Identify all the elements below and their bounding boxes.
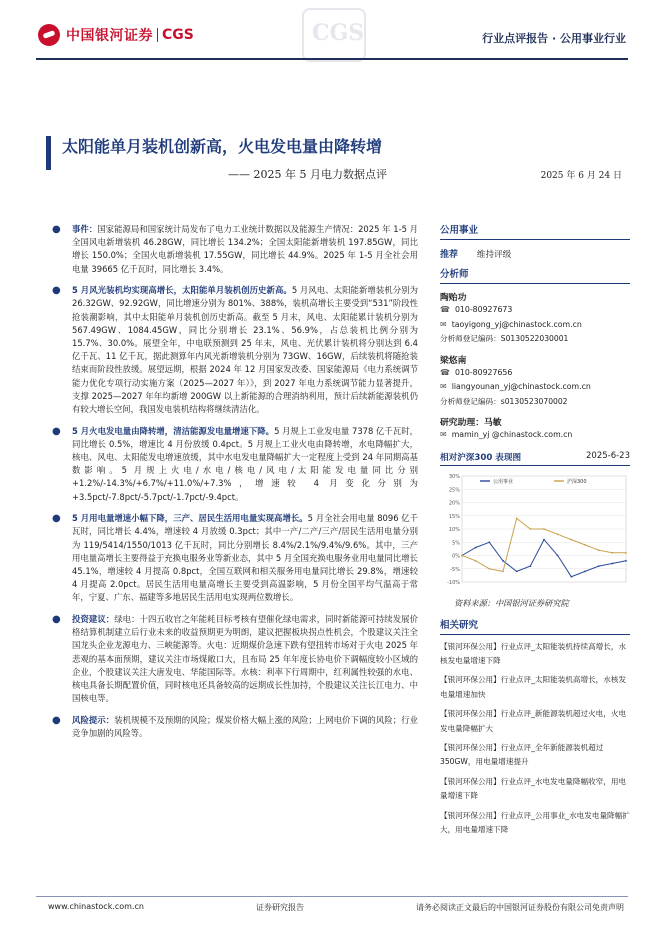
analyst-phone [440, 303, 630, 318]
analyst-cert: 分析师登记编码：s0130523070002 [440, 396, 568, 406]
chart-point [570, 538, 572, 540]
bullet-installed-capacity [52, 284, 418, 416]
related-header: 相关研究 [440, 617, 630, 635]
bullet-text: 5 月风电、太阳能新增装机分别为 26.32GW、92.92GW，同比增速分别为 801%、388%，装机高增长主要受到“531”阶段性抢装潮影响，其中太阳能单月装机创历史新高。截至 5 月末，风电、太阳能累计装机分别为 567.49GW、1084.45GW，同比分别增长 23.1%、56.9%，占总装机比例分别为 15.7%、30.0%。展望全年，中电联预测到 25 年末，风电、光伏累计装机将分别达到 6.4 亿千瓦、11 亿千瓦，据此测算年内风光新增装机分别为 73GW、16GW，后续装机将随抢装结束而阶段性放缓。展望远期，根据 2024 年 12 月国家发改委、国家能源局《电力系统调节能力优化专项行动实施方案（2025—2027 年）》，到 2027 年电力系统调节能力显著提升，支撑 2025—2027 年年均新增 200GW 以上新能源的合理消纳利用，预计后续新能源装机仍有较大增长空间，我国发电装机结构将继续清洁化。 [72, 285, 418, 415]
chart-y-tick-label: 10% [448, 526, 460, 533]
phone-icon: ☎ [440, 367, 450, 377]
page-title: 太阳能单月装机创新高，火电发电量由降转增 [62, 137, 383, 156]
chart-header [440, 451, 630, 466]
chart-point [543, 528, 545, 530]
logo-text: 中国银河证券 [66, 28, 153, 44]
chart-title: 相对沪深300 表现图 [440, 452, 522, 463]
page-header [0, 0, 662, 72]
bullet-text: 国家能源局和国家统计局发布了电力工业统计数据以及能源生产情况：2025 年 1-5 月全国风电新增装机 46.28GW，同比增长 134.2%；全国太阳能新增装机 197.85GW，同比增长 150.0%；全国火电新增装机 17.55GW，同比增长 44.9%。2025 年 1-5 月全社会用电量 39665 亿千瓦时，同比增长 3.4%。 [72, 224, 418, 274]
chart-point [543, 538, 545, 540]
chart-series-line [462, 518, 626, 571]
footer-disclaimer: 请务必阅读正文最后的中国银河证券股份有限公司免责声明 [416, 903, 624, 912]
bullet-lead: 5 月用电量增速小幅下降，三产、居民生活用电量实现高增长。 [72, 513, 308, 524]
logo-mark-icon [38, 24, 60, 46]
phone-icon: ☎ [440, 305, 450, 314]
chart-point [502, 570, 504, 572]
analyst-name: 陶贻功 [440, 293, 467, 303]
bullet-lead: 5 月风光装机均实现高增长，太阳能单月装机创历史新高。 [72, 285, 292, 296]
bullet-lead: 投资建议： [72, 614, 115, 625]
chart-y-tick-label: 30% [448, 473, 460, 480]
related-link[interactable]: 【银河环保公用】行业点评_全年新能源装机超过350GW，用电量增速提升 [440, 742, 604, 767]
chart-point [529, 528, 531, 530]
analyst-name: 梁悠南 [440, 355, 467, 366]
page-subtitle: —— 2025 年 5 月电力数据点评 [228, 168, 387, 181]
assistant-name: 研究助理：马敏 [440, 418, 502, 428]
chart-point [475, 559, 477, 561]
industry-header: 公用事业 [440, 222, 630, 240]
bullet-text: 5 月规上工业发电量 7378 亿千瓦时，同比增长 0.5%，增速比 4 月份放缓 0.4pct。5 月规上工业火电由降转增，水电降幅扩大，核电、风电、太阳能发电增速放缓，其中水电发电量降幅扩大一定程度上受到 24 年同期高基数影响。5 月规上火电/水电/核电/风电/太阳能发电量同比分别+1.2%/-14.3%/+6.7%/+11.0%/+7.3%，增速较 4 月变化分别为+3.5pct/-7.8pct/-5.7pct/-1.7pct/-9.4pct。 [72, 425, 418, 502]
related-link[interactable]: 【银河环保公用】行业点评_太阳能装机高增长，水核发电量增速加快 [440, 675, 627, 699]
footer-divider [36, 896, 628, 897]
chart-y-tick-label: 5% [452, 539, 460, 546]
chart-point [584, 570, 586, 572]
logo-divider [157, 28, 158, 42]
chart-point [611, 551, 613, 553]
bullet-icon: ● [52, 714, 61, 726]
title-accent-bar [46, 136, 51, 170]
bullet-icon: ● [52, 224, 61, 235]
bullet-icon: ● [52, 425, 61, 437]
chart-y-tick-label: 0% [452, 553, 460, 559]
analyst-email[interactable] [440, 380, 630, 395]
footer-label: 证券研究报告 [256, 903, 304, 912]
bullet-consumption [52, 512, 418, 604]
bullet-icon: ● [52, 614, 61, 626]
bullet-investment [52, 613, 418, 705]
analyst-cert: 分析师登记编码：S0130522030001 [440, 334, 569, 343]
email-text[interactable]: liangyounan_yj@chinastock.com.cn [451, 382, 591, 391]
chart-point [598, 565, 600, 567]
chart-point [488, 567, 490, 569]
related-link[interactable]: 【银河环保公用】行业点评_水电发电量降幅收窄，用电量增速下降 [440, 776, 627, 801]
header-divider [36, 58, 628, 60]
email-icon: ✉ [440, 430, 447, 439]
chart-point [584, 544, 586, 546]
analyst-header: 分析师 [440, 266, 630, 284]
chart-point [461, 554, 463, 556]
chart-point [502, 559, 504, 561]
chart-y-tick-label: 20% [448, 500, 460, 506]
chart-series-line [462, 539, 626, 576]
sidebar [440, 222, 630, 837]
report-date: 2025 年 6 月 24 日 [540, 171, 622, 181]
watermark-icon [302, 8, 366, 62]
chart-point [488, 541, 490, 543]
bullet-lead: 风险提示： [72, 714, 115, 725]
chart-legend-label: 沪深300 [567, 478, 587, 485]
related-link[interactable]: 【银河环保公用】行业点评_新能源装机超过火电，火电发电量降幅扩大 [440, 709, 627, 733]
email-icon: ✉ [440, 382, 447, 391]
footer-website[interactable]: www.chinastock.com.cn [48, 902, 144, 911]
chart-point [529, 565, 531, 567]
chart-y-tick-label: -10% [447, 579, 460, 586]
logo [38, 24, 194, 46]
bullet-icon: ● [52, 513, 61, 525]
related-link[interactable]: 【银河环保公用】行业点评_公用事业_水电发电量降幅扩大，用电量增速下降 [440, 810, 630, 834]
bullet-text: 绿电：十四五收官之年能耗目标考核有望催化绿电需求，同时新能源可持续发展价格结算机制建立后行业未来的收益预期更为明朗，建议把握板块拐点性机会，个股建议关注全国龙头企业龙源电力、三峡能源等。火电：近期煤价急速下跌有望扭转市场对于火电 2025 年悲观的基本面预期，建议关注市场煤敞口大，且布局 25 年年度长协电价下调幅度较小区域的企业，个股建议关注大唐发电、华能国际等。水核：利率下行周期中，红利属性较强的水电、核电具备长期配置价值，同时核电还具备较高的远期成长性加持，个股建议关注长江电力、中国核电等。 [72, 614, 418, 704]
bullet-lead: 5 月火电发电量由降转增，清洁能源发电量增速下降。 [72, 425, 275, 436]
chart-legend-label: 公用事业 [493, 478, 514, 485]
chart-point [598, 549, 600, 551]
chart-point [557, 533, 559, 535]
assistant-email[interactable] [440, 428, 630, 443]
logo-en: CGS [162, 27, 194, 43]
email-icon: ✉ [440, 319, 447, 329]
bullet-generation [52, 425, 418, 504]
chart-point [611, 562, 613, 564]
rating-label: 推荐 [440, 250, 459, 260]
rating-value: 维持评级 [476, 250, 512, 260]
chart-point [570, 575, 572, 577]
performance-chart [440, 470, 630, 590]
report-body [52, 223, 418, 749]
bullet-text: 5 月全社会用电量 8096 亿千瓦时，同比增长 4.4%，增速较 4 月放缓 0.3pct；其中一产/二产/三产/居民生活用电量分别为 119/5414/1550/1013 亿千瓦时，同比分别增长 8.4%/2.1%/9.4%/9.6%。其中，三产用电量高增长主要得益于充换电服务业等新业态，其中 5 月全国充换电服务业用电量同比增长 45.1%，增速较 4 月提高 0.8pct，全国互联网和相关服务用电量同比增长 29.8%，增速较 4 月提高 2.0pct。居民生活用电量高增长主要受到高温影响，5 月份全国平均气温高于常年，宁夏、广东、福建等多地居民生活用电实现两位数增长。 [72, 513, 418, 603]
analyst-email[interactable] [440, 318, 630, 333]
bullet-event [52, 223, 418, 276]
chart-point [625, 559, 627, 561]
bullet-lead: 事件： [72, 224, 98, 234]
chart-source: 资料来源：中国银河证券研究院 [454, 597, 569, 608]
email-text[interactable]: taoyigong_yj@chinastock.com.cn [451, 319, 582, 329]
chart-point [516, 517, 518, 519]
chart-y-tick-label: -5% [450, 566, 460, 573]
bullet-icon: ● [52, 285, 61, 297]
chart-y-tick-label: 15% [448, 513, 460, 520]
chart-point [475, 546, 477, 548]
related-link[interactable]: 【银河环保公用】行业点评_太阳能装机持续高增长，水核发电量增速下降 [440, 641, 627, 665]
chart-y-tick-label: 25% [448, 486, 460, 493]
rating-row [440, 247, 630, 260]
chart-point [557, 554, 559, 556]
chart-point [625, 551, 627, 553]
chart-date: 2025-6-23 [586, 450, 630, 461]
email-text[interactable]: mamin_yj @chinastock.com.cn [451, 430, 573, 439]
phone-text: 010-80927673 [454, 305, 513, 314]
bullet-risk [52, 714, 418, 740]
bullet-text: 装机规模不及预期的风险；煤炭价格大幅上涨的风险；上网电价下调的风险；行业竞争加剧的风险等。 [72, 714, 418, 739]
analyst-phone [440, 366, 630, 381]
report-category: 行业点评报告 · 公用事业行业 [482, 32, 626, 45]
chart-point [516, 570, 518, 572]
phone-text: 010-80927656 [454, 367, 513, 377]
